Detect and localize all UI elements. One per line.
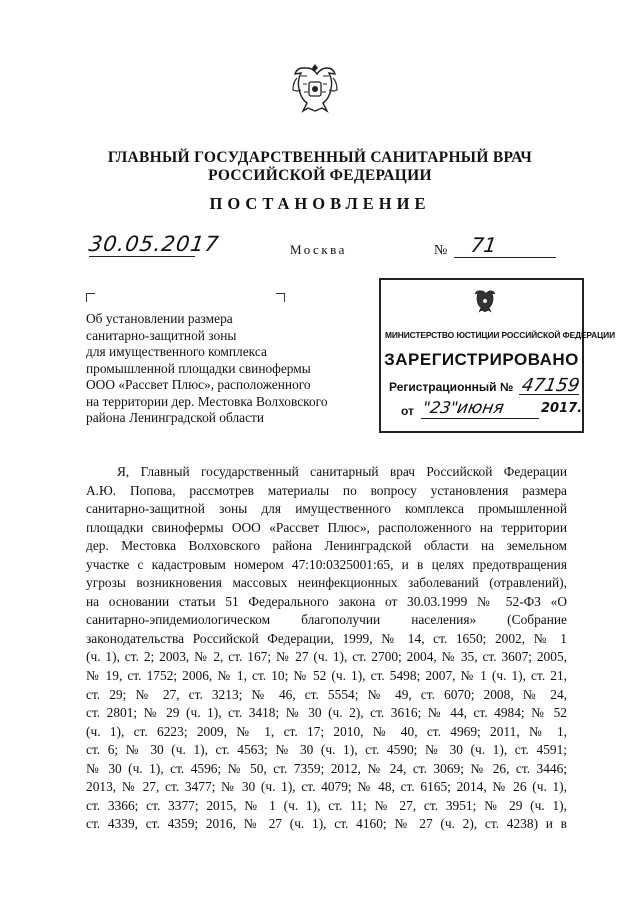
subject-line: района Ленинградской области bbox=[86, 410, 265, 425]
stamp-eagle-icon bbox=[472, 286, 498, 314]
body-line: ст. 2801; № 29 (ч. 1), ст. 3418; № 30 (ч. 2), ст. 3616; № 44, ст. 4984; № 52 bbox=[86, 705, 567, 721]
issuer-title-line-1: ГЛАВНЫЙ ГОСУДАРСТВЕННЫЙ САНИТАРНЫЙ ВРАЧ bbox=[107, 149, 533, 166]
subject-corner-right bbox=[276, 293, 285, 302]
subject-line: ООО «Рассвет Плюс», расположенного bbox=[86, 377, 311, 392]
double-headed-eagle-icon bbox=[289, 58, 341, 116]
body-line: участке с кадастровым номером 47:10:0325001:65, и в целях предотвращения bbox=[86, 556, 567, 572]
body-line: А.Ю. Попова, рассмотрев материалы по вопросу установления размера bbox=[86, 482, 567, 498]
handwritten-date: 30.05.2017 bbox=[87, 232, 221, 256]
body-paragraph bbox=[86, 463, 567, 834]
body-line: ст. 3366; ст. 3377; 2015, № 1 (ч. 1), ст. 11; № 27, ст. 3951; № 29 (ч. 1), bbox=[86, 797, 567, 813]
stamp-registration-number: 47159 bbox=[520, 375, 582, 396]
handwritten-document-number: 71 bbox=[469, 233, 499, 257]
body-line: площадки свинофермы ООО «Рассвет Плюс», расположенного на территории bbox=[86, 519, 567, 535]
body-line: дер. Местовка Волховского района Ленинградской области на земельном bbox=[86, 538, 567, 554]
subject-line: Об установлении размера bbox=[86, 311, 233, 326]
issuer-title-line-2: РОССИЙСКОЙ ФЕДЕРАЦИИ bbox=[208, 167, 432, 184]
body-line: № 19, ст. 1752; 2006, № 1, ст. 10; № 52 (ч. 1), ст. 5498; 2007, № 1 (ч. 1), ст. 21, bbox=[86, 668, 567, 684]
document-type-title: ПОСТАНОВЛЕНИЕ bbox=[209, 194, 431, 213]
stamp-ministry-name: МИНИСТЕРСТВО ЮСТИЦИИ РОССИЙСКОЙ ФЕДЕРАЦИИ bbox=[385, 330, 615, 340]
body-line: 2013, № 27, ст. 3477; № 30 (ч. 1), ст. 4079; № 48, ст. 6165; 2014, № 26 (ч. 1), bbox=[86, 779, 567, 795]
stamp-registered-label: ЗАРЕГИСТРИРОВАНО bbox=[384, 350, 579, 369]
number-sign: № bbox=[434, 243, 448, 258]
body-line: санитарно-эпидемиологическом благополучии населения» (Собрание bbox=[86, 612, 567, 628]
coat-of-arms-emblem bbox=[289, 58, 341, 116]
stamp-year: 2017. bbox=[541, 401, 583, 416]
body-line: № 30 (ч. 1), ст. 4596; № 50, ст. 7359; 2012, № 24, ст. 3069; № 26, ст. 3446; bbox=[86, 760, 567, 776]
subject-block bbox=[86, 311, 356, 427]
stamp-day: "23" bbox=[421, 398, 460, 417]
body-line: ст. 29; № 27, ст. 3213; № 46, ст. 5554; № 49, ст. 6070; 2008, № 24, bbox=[86, 686, 567, 702]
stamp-emblem bbox=[472, 286, 498, 314]
subject-line: на территории дер. Местовка Волховского bbox=[86, 393, 328, 409]
body-line: ст. 4339, ст. 4359; 2016, № 27 (ч. 1), ст. 4160; № 27 (ч. 2), ст. 4238) и в bbox=[86, 816, 567, 832]
body-line: (ч. 1), ст. 6223; 2009, № 1, ст. 17; 2010, № 40, ст. 4969; 2011, № 1, bbox=[86, 723, 567, 739]
stamp-date-prefix: от bbox=[401, 404, 414, 418]
body-line: на основании статьи 51 Федерального закона от 30.03.1999 № 52-ФЗ «О bbox=[86, 593, 567, 609]
body-line: санитарно-защитной зоны для имущественного комплекса промышленной bbox=[86, 501, 567, 517]
city-label: Москва bbox=[290, 242, 347, 257]
stamp-registration-label: Регистрационный № bbox=[389, 380, 514, 394]
body-line: угрозы возникновения массовых неинфекционных заболеваний (отравлений), bbox=[86, 575, 567, 591]
body-line: законодательства Российской Федерации, 1999, № 14, ст. 1650; 2002, № 1 bbox=[86, 630, 567, 646]
registration-stamp bbox=[379, 278, 615, 433]
subject-line: промышленной площадки свинофермы bbox=[86, 360, 311, 376]
body-line: (ч. 1), ст. 2; 2003, № 2, ст. 167; № 27 (ч. 1), ст. 2700; 2004, № 35, ст. 3607; 2005, bbox=[86, 649, 567, 665]
subject-line: санитарно-защитной зоны bbox=[86, 327, 237, 343]
subject-line: для имущественного комплекса bbox=[86, 344, 267, 359]
body-line: ст. 6; № 30 (ч. 1), ст. 4563; № 30 (ч. 1), ст. 4590; № 30 (ч. 1), ст. 4591; bbox=[86, 742, 567, 758]
body-line: Я, Главный государственный санитарный врач Российской Федерации bbox=[117, 464, 567, 479]
stamp-month: июня bbox=[455, 398, 506, 418]
subject-corner-left bbox=[86, 293, 95, 302]
